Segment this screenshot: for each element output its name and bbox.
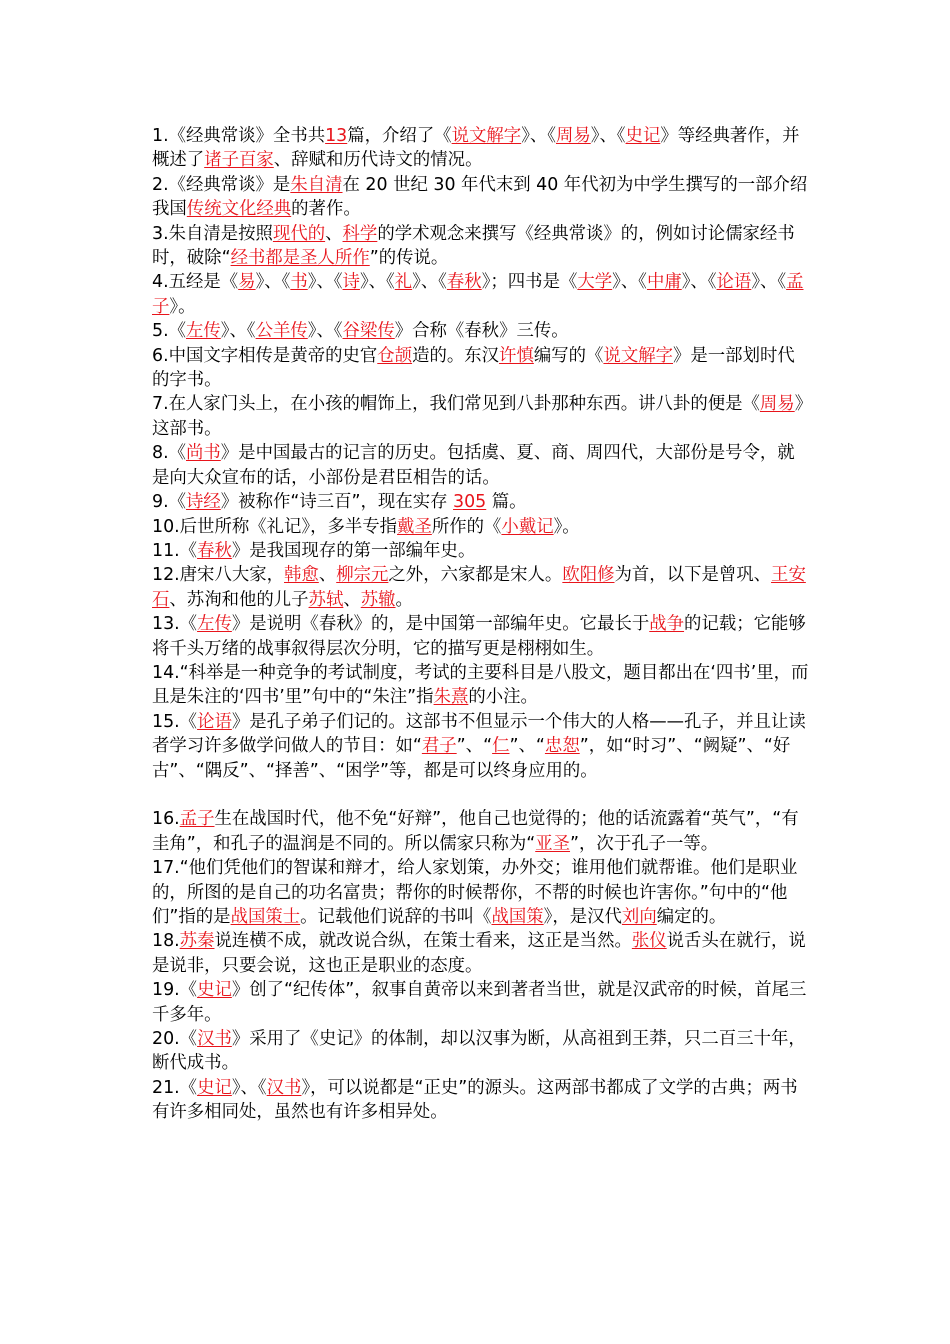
answer-highlight: 欧阳修 bbox=[562, 565, 615, 586]
question-text: 》、《 bbox=[220, 321, 256, 342]
question-text: 18. bbox=[152, 931, 180, 952]
answer-highlight: 周易 bbox=[759, 394, 795, 415]
answer-highlight: 战国策士 bbox=[230, 906, 301, 927]
question-text: 的学术观念来撰写《经典常谈》的，例如讨论儒家经书时，破除“ bbox=[152, 223, 795, 269]
question-text: 》。 bbox=[553, 516, 580, 537]
question-text: 生在战国时代，他不免“好辩”，他自己也觉得的；他的话流露着“英气”，“有圭角”，和孔子的温润是不同的。所以儒家只称为“ bbox=[152, 809, 799, 854]
question-text: 4.五经是《 bbox=[152, 272, 239, 293]
question-item bbox=[152, 1027, 812, 1076]
answer-highlight: 朱自清 bbox=[290, 174, 343, 195]
question-text: 》、《 bbox=[751, 272, 787, 293]
answer-highlight: 韩愈 bbox=[284, 565, 319, 586]
question-text: 》合称《春秋》三传。 bbox=[394, 321, 569, 342]
answer-highlight: 经书都是圣人所作 bbox=[230, 248, 370, 269]
question-text: 》、《 bbox=[231, 1077, 267, 1098]
question-text: 14.“科举是一种竞争的考试制度，考试的主要科目是八股文，题目都出在‘四书’里，而且是朱注的‘四书’里”句中的“朱注”指 bbox=[152, 662, 809, 708]
question-item bbox=[152, 392, 812, 441]
answer-highlight: 柳宗元 bbox=[336, 565, 389, 586]
answer-highlight: 孟子 bbox=[179, 809, 215, 830]
answer-highlight: 尚书 bbox=[185, 443, 221, 464]
answer-highlight: 左传 bbox=[185, 321, 221, 342]
question-text: 在 20 世纪 30 年代末到 40 年代初为中学生撰写的一部介绍我国 bbox=[152, 174, 808, 220]
answer-highlight: 君子 bbox=[421, 736, 457, 757]
answer-highlight: 传统文化经典 bbox=[186, 199, 292, 220]
question-text: 19.《 bbox=[152, 980, 198, 1001]
question-item bbox=[152, 661, 812, 710]
answer-highlight: 戴圣 bbox=[397, 516, 432, 537]
question-text: 的小注。 bbox=[468, 687, 538, 708]
question-text: 12.唐宋八大家， bbox=[152, 565, 285, 586]
question-item bbox=[152, 124, 812, 173]
question-text: 》等经典著作，并概述了 bbox=[152, 126, 800, 171]
question-text: 》是孔子弟子们记的。这部书不但显示一个伟大的人格——孔子，并且让读者学习许多做学问做人的节目：如“ bbox=[152, 711, 806, 757]
answer-highlight: 王安石 bbox=[152, 565, 806, 610]
question-text: 7.在人家门头上，在小孩的帽饰上，我们常见到八卦那种东西。讲八卦的便是《 bbox=[152, 394, 760, 415]
answer-highlight: 诗 bbox=[342, 272, 360, 293]
question-text: 21.《 bbox=[152, 1077, 198, 1098]
question-text: 》；四书是《 bbox=[481, 272, 578, 293]
question-text: 》是说明《春秋》的，是中国第一部编年史。它最长于 bbox=[231, 614, 650, 635]
answer-highlight: 诸子百家 bbox=[204, 150, 274, 171]
answer-highlight: 小戴记 bbox=[501, 516, 554, 537]
question-text: ”、“ bbox=[456, 736, 493, 757]
question-text: 》，可以说都是“正史”的源头。这两部书都成了文学的古典；两书有许多相同处，虽然也有许多相异处。 bbox=[152, 1077, 798, 1123]
question-text: 3.朱自清是按照 bbox=[152, 223, 273, 244]
answer-highlight: 论语 bbox=[197, 711, 232, 732]
document-body bbox=[152, 124, 812, 1125]
answer-highlight: 现代的 bbox=[272, 223, 326, 244]
question-text: 的记载；它能够将千头万绪的战事叙得层次分明，它的描写更是栩栩如生。 bbox=[152, 614, 806, 659]
question-text: 之外，六家都是宋人。 bbox=[388, 565, 563, 586]
question-text: 5.《 bbox=[152, 321, 186, 342]
question-text: 2.《经典常谈》是 bbox=[152, 174, 291, 195]
answer-highlight: 科学 bbox=[342, 223, 378, 244]
question-text: 为首，以下是曾巩、 bbox=[614, 565, 772, 586]
answer-highlight: 苏秦 bbox=[179, 931, 215, 952]
question-text: 、辞赋和历代诗文的情况。 bbox=[273, 150, 483, 171]
question-text: 》这部书。 bbox=[152, 394, 804, 439]
answer-highlight: 史记 bbox=[197, 1077, 232, 1098]
question-text: 8.《 bbox=[152, 443, 186, 464]
question-text: 》是一部划时代的字书。 bbox=[152, 345, 795, 391]
answer-highlight: 亚圣 bbox=[535, 833, 571, 854]
question-item bbox=[152, 563, 812, 612]
question-text: 说连横不成，就改说合纵，在策士看来，这正是当然。 bbox=[214, 931, 632, 952]
question-text: 造的。东汉 bbox=[412, 345, 500, 366]
question-text: 》、《 bbox=[255, 272, 291, 293]
question-text: 13.《 bbox=[152, 614, 198, 635]
question-text: 》采用了《史记》的体制，却以汉事为断，从高祖到王莽，只二百三十年，断代成书。 bbox=[152, 1029, 806, 1074]
question-text: 的著作。 bbox=[291, 199, 361, 220]
question-text: 17.“他们凭他们的智谋和辩才，给人家划策，办外交；谁用他们就帮谁。他们是职业的，所图的是自己的功名富贵；帮你的时候帮你，不帮的时候也许害你。”句中的“他们”指的是 bbox=[152, 858, 798, 927]
answer-highlight: 苏辙 bbox=[360, 589, 396, 610]
answer-highlight: 春秋 bbox=[446, 272, 482, 293]
answer-highlight: 说文解字 bbox=[603, 345, 673, 366]
question-text: 篇，介绍了《 bbox=[347, 126, 452, 146]
question-text: 》、《 bbox=[612, 272, 647, 293]
question-text: 。 bbox=[395, 589, 413, 610]
question-text: 说舌头在就行，说是说非，只要会说，这也正是职业的态度。 bbox=[152, 931, 806, 976]
question-text: 》、《 bbox=[307, 272, 343, 293]
question-text: 》、《 bbox=[590, 126, 626, 146]
answer-highlight: 左传 bbox=[197, 614, 232, 635]
answer-highlight: 易 bbox=[238, 272, 256, 293]
question-text: 编定的。 bbox=[656, 906, 727, 927]
question-text: 、 bbox=[325, 223, 343, 244]
question-item bbox=[152, 270, 812, 319]
question-text: 11.《 bbox=[152, 540, 198, 561]
question-text: 》、《 bbox=[359, 272, 395, 293]
answer-highlight: 13 bbox=[325, 126, 348, 146]
answer-highlight: 诗经 bbox=[185, 492, 221, 513]
answer-highlight: 刘向 bbox=[621, 906, 657, 927]
answer-highlight: 孟子 bbox=[152, 272, 804, 317]
question-item bbox=[152, 807, 812, 856]
answer-highlight: 305 bbox=[453, 492, 487, 513]
answer-highlight: 张仪 bbox=[631, 931, 667, 952]
answer-highlight: 论语 bbox=[716, 272, 752, 293]
question-text: 6.中国文字相传是黄帝的史官 bbox=[152, 345, 378, 366]
question-item bbox=[152, 710, 812, 783]
question-text: 》是中国最古的记言的历史。包括虞、夏、商、周四代，大部份是号令，就是向大众宣布的话，小部份是君臣相告的话。 bbox=[152, 443, 795, 488]
question-text: 所作的《 bbox=[431, 516, 502, 537]
question-text: ”，次于孔子一等。 bbox=[570, 833, 719, 854]
question-item bbox=[152, 539, 812, 563]
question-text: 》、《 bbox=[412, 272, 447, 293]
answer-highlight: 史记 bbox=[625, 126, 661, 146]
answer-highlight: 春秋 bbox=[197, 540, 232, 561]
answer-highlight: 周易 bbox=[555, 126, 591, 146]
question-item bbox=[152, 515, 812, 539]
answer-highlight: 汉书 bbox=[266, 1077, 302, 1098]
question-text: 1.《经典常谈》全书共 bbox=[152, 126, 326, 146]
answer-highlight: 仁 bbox=[492, 736, 510, 757]
question-item bbox=[152, 612, 812, 661]
question-text: 》是我国现存的第一部编年史。 bbox=[231, 540, 476, 561]
question-text: ”，如“时习”、“阙疑”、“好古”、“隅反”、“择善”、“困学”等，都是可以终身应用的。 bbox=[152, 736, 791, 781]
answer-highlight: 礼 bbox=[394, 272, 413, 293]
question-text: 10.后世所称《礼记》，多半专指 bbox=[152, 516, 398, 537]
answer-highlight: 苏轼 bbox=[308, 589, 344, 610]
question-text: 》、《 bbox=[681, 272, 717, 293]
answer-highlight: 大学 bbox=[577, 272, 613, 293]
question-item bbox=[152, 319, 812, 343]
answer-highlight: 战争 bbox=[649, 614, 685, 635]
blank-line bbox=[152, 783, 812, 807]
answer-highlight: 许慎 bbox=[499, 345, 534, 366]
answer-highlight: 说文解字 bbox=[451, 126, 522, 146]
question-text: 》、《 bbox=[307, 321, 343, 342]
question-item bbox=[152, 490, 812, 514]
question-text: 、 bbox=[343, 589, 361, 610]
question-text: ”、“ bbox=[509, 736, 545, 757]
answer-highlight: 中庸 bbox=[646, 272, 682, 293]
question-item bbox=[152, 929, 812, 978]
question-text: 。记载他们说辞的书叫《 bbox=[300, 906, 492, 927]
answer-highlight: 谷梁传 bbox=[342, 321, 395, 342]
answer-highlight: 公羊传 bbox=[255, 321, 308, 342]
question-text: 》被称作“诗三百”，现在实存 bbox=[220, 492, 454, 513]
answer-highlight: 汉书 bbox=[197, 1029, 232, 1050]
question-text: 篇。 bbox=[486, 492, 527, 513]
question-item bbox=[152, 978, 812, 1027]
answer-highlight: 书 bbox=[290, 272, 308, 293]
question-item bbox=[152, 222, 812, 271]
answer-highlight: 仓颉 bbox=[377, 345, 413, 366]
question-text: 9.《 bbox=[152, 492, 186, 513]
question-text: 、 bbox=[318, 565, 337, 586]
answer-highlight: 战国策 bbox=[491, 906, 544, 927]
question-text: 16. bbox=[152, 809, 180, 830]
question-item bbox=[152, 344, 812, 393]
answer-highlight: 朱熹 bbox=[433, 687, 469, 708]
question-item bbox=[152, 856, 812, 929]
question-text: 、苏洵和他的儿子 bbox=[169, 589, 309, 610]
answer-highlight: 忠恕 bbox=[544, 736, 580, 757]
question-item bbox=[152, 1076, 812, 1125]
question-text: 编写的《 bbox=[533, 345, 604, 366]
answer-highlight: 史记 bbox=[197, 980, 232, 1001]
question-text: 》、《 bbox=[521, 126, 556, 146]
question-text: 20.《 bbox=[152, 1029, 198, 1050]
question-text: 》创了“纪传体”，叙事自黄帝以来到著者当世，就是汉武帝的时候，首尾三千多年。 bbox=[152, 980, 807, 1025]
question-text: 15.《 bbox=[152, 711, 198, 732]
question-text: 》，是汉代 bbox=[543, 906, 622, 927]
question-item bbox=[152, 173, 812, 222]
question-item bbox=[152, 441, 812, 490]
question-text: 》。 bbox=[169, 296, 196, 317]
question-text: ”的传说。 bbox=[369, 248, 449, 269]
